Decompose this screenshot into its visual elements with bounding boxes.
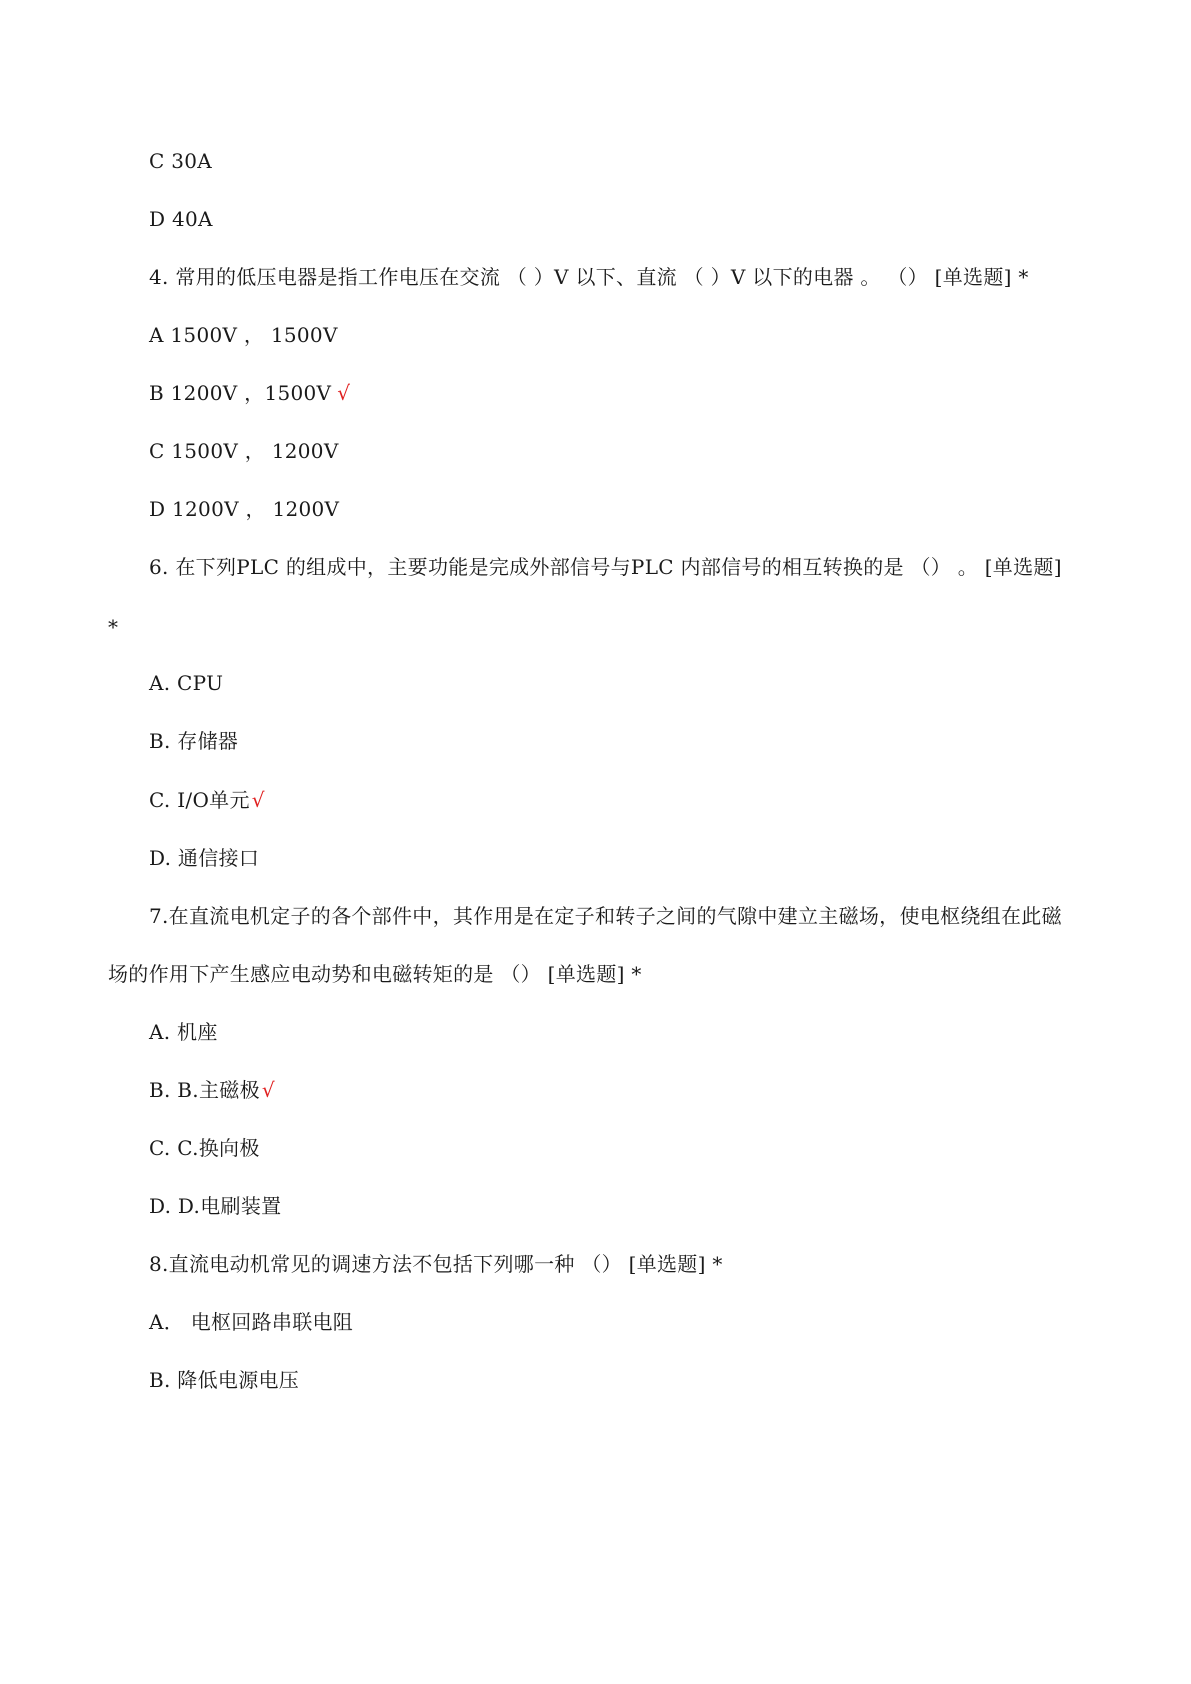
question-7-continued: 场的作用下产生感应电动势和电磁转矩的是 （） [单选题] *	[108, 962, 642, 986]
question-7: 7.在直流电机定子的各个部件中，其作用是在定子和转子之间的气隙中建立主磁场，使电枢绕组在此磁	[149, 904, 1062, 928]
option-d-q7: D. D.电刷装置	[149, 1194, 282, 1218]
option-b-q4: B 1200V ，1500V √	[149, 381, 351, 405]
option-d-q3: D 40A	[149, 207, 213, 231]
option-c-q6: C. I/O单元 √	[149, 788, 265, 812]
option-a-q8: A． 电枢回路串联电阻	[149, 1310, 354, 1334]
question-8: 8.直流电动机常见的调速方法不包括下列哪一种 （） [单选题] *	[149, 1252, 723, 1276]
option-b-q8: B. 降低电源电压	[149, 1368, 300, 1392]
correct-check-icon: √	[337, 381, 351, 405]
question-6: 6. 在下列PLC 的组成中，主要功能是完成外部信号与PLC 内部信号的相互转换的是 （） 。 [单选题]	[149, 555, 1062, 579]
option-c-q7: C. C.换向极	[149, 1136, 260, 1160]
option-b-q7: B. B.主磁极 √	[149, 1078, 275, 1102]
option-a-q7: A. 机座	[149, 1020, 218, 1044]
option-d-q6: D. 通信接口	[149, 846, 260, 870]
option-a-q6: A. CPU	[149, 671, 224, 695]
option-b-q6: B. 存储器	[149, 729, 239, 753]
question-4: 4. 常用的低压电器是指工作电压在交流 （ ）V 以下、直流 （ ）V 以下的电器 。 （） [单选题] *	[149, 265, 1029, 289]
option-c-q3: C 30A	[149, 149, 213, 173]
correct-check-icon: √	[251, 788, 265, 812]
option-c-q4: C 1500V ， 1200V	[149, 439, 339, 463]
correct-check-icon: √	[261, 1078, 275, 1102]
option-a-q4: A 1500V ， 1500V	[149, 323, 338, 347]
question-6-required-mark: *	[108, 615, 119, 639]
option-d-q4: D 1200V ， 1200V	[149, 497, 340, 521]
